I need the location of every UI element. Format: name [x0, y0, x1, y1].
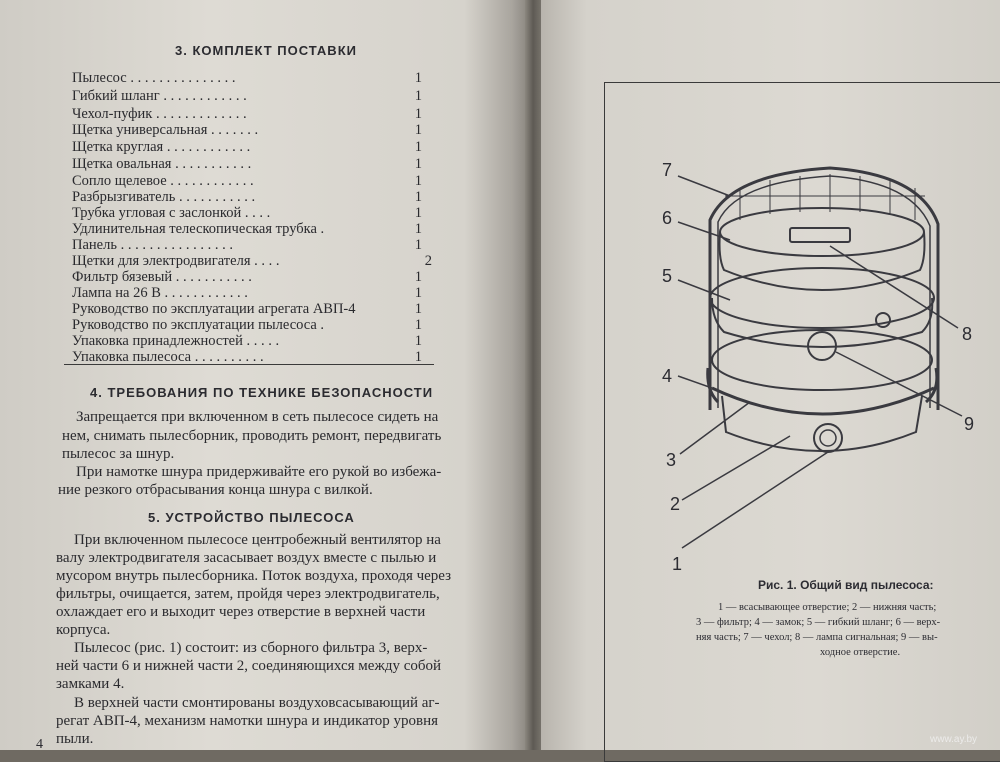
item-qty: 1 [414, 317, 422, 333]
text-line: нем, снимать пылесборник, проводить ремонт, передвигать [62, 428, 442, 444]
list-item [72, 269, 422, 286]
callout-number: 4 [662, 366, 673, 386]
signal-lamp [790, 228, 850, 242]
list-item [72, 285, 422, 302]
item-label: Щетка круглая . . . . . . . . . . . . [72, 139, 251, 155]
legend-line: 3 — фильтр; 4 — замок; 5 — гибкий шланг; 6 — верх- [696, 617, 941, 628]
item-label: Чехол-пуфик . . . . . . . . . . . . . [72, 106, 247, 122]
vacuum-cleaner-illustration [600, 140, 1000, 580]
legend-line: 1 — всасывающее отверстие; 2 — нижняя часть; [718, 602, 937, 613]
item-qty: 1 [414, 285, 422, 301]
item-label: Лампа на 26 В . . . . . . . . . . . . [72, 285, 248, 301]
list-item [72, 70, 422, 87]
list-item [72, 221, 422, 238]
text-line: пылесос за шнур. [62, 446, 175, 462]
hose-ring [710, 268, 934, 328]
item-label: Панель . . . . . . . . . . . . . . . . [72, 237, 233, 253]
text-line: ней части 6 и нижней части 2, соединяющихся между собой [56, 658, 442, 674]
callout-number: 3 [666, 450, 677, 470]
suction-hole [814, 424, 842, 452]
legend-line: няя часть; 7 — чехол; 8 — лампа сигнальная; 9 — вы- [696, 632, 938, 643]
list-item [72, 301, 422, 318]
item-label: Пылесос . . . . . . . . . . . . . . . [72, 70, 236, 86]
callout-number: 6 [662, 208, 673, 228]
item-qty: 1 [414, 106, 422, 122]
text-line: ние резкого отбрасывания конца шнура с вилкой. [58, 482, 373, 498]
leader-line-6 [678, 222, 730, 240]
list-item [72, 173, 422, 190]
item-qty: 1 [414, 269, 422, 285]
leader-line-1 [682, 452, 828, 548]
item-label: Сопло щелевое . . . . . . . . . . . . [72, 173, 254, 189]
text-line: В верхней части смонтированы воздуховсасывающий аг- [74, 695, 440, 711]
item-label: Удлинительная телескопическая трубка . [72, 221, 325, 237]
text-line: корпуса. [56, 622, 111, 638]
page-number: 4 [36, 737, 43, 752]
list-item [72, 205, 422, 222]
item-label: Щетки для электродвигателя . . . . [72, 253, 280, 269]
text-line: валу электродвигателя засасывает воздух вместе с пылью и [56, 550, 437, 566]
section-3-title: 3. КОМПЛЕКТ ПОСТАВКИ [175, 43, 357, 58]
list-item [72, 122, 422, 139]
item-qty: 1 [414, 139, 422, 155]
leader-line-5 [678, 280, 730, 300]
list-item [72, 139, 422, 156]
legend-line: ходное отверстие. [820, 647, 901, 658]
section-4-title: 4. ТРЕБОВАНИЯ ПО ТЕХНИКЕ БЕЗОПАСНОСТИ [90, 385, 434, 400]
item-qty: 1 [414, 70, 422, 86]
item-qty: 1 [414, 333, 422, 349]
leader-line-7 [678, 176, 730, 196]
plug [876, 313, 890, 327]
text-line: Запрещается при включенном в сеть пылесосе сидеть на [76, 409, 439, 425]
item-qty: 1 [414, 189, 422, 205]
item-qty: 1 [414, 88, 422, 104]
lower-part-rim [712, 388, 934, 414]
callout-number: 9 [964, 414, 975, 434]
upper-part-top [720, 208, 924, 256]
text-line: охлаждает его и выходит через отверстие в верхней части [56, 604, 426, 620]
list-item [72, 106, 422, 123]
text-line: При включенном пылесосе центробежный вентилятор на [74, 532, 441, 548]
text-line: пыли. [56, 731, 94, 747]
text-line: замками 4. [56, 676, 125, 692]
callout-number: 2 [670, 494, 681, 514]
list-item [72, 333, 422, 350]
list-rule [64, 364, 434, 365]
callout-number: 5 [662, 266, 673, 286]
text-line: регат АВП-4, механизм намотки шнура и индикатор уровня [56, 713, 438, 729]
leader-line-3 [680, 402, 750, 454]
item-label: Щетка овальная . . . . . . . . . . . [72, 156, 252, 172]
item-label: Трубка угловая с заслонкой . . . . [72, 205, 271, 221]
item-label: Фильтр бязевый . . . . . . . . . . . [72, 269, 252, 285]
list-item [72, 237, 422, 254]
watermark: www.ay.by [930, 734, 978, 745]
list-item [72, 253, 432, 270]
list-item [72, 317, 422, 334]
text-line: мусором внутрь пылесборника. Поток воздуха, проходя через [56, 568, 452, 584]
list-item [72, 88, 422, 105]
suction-hole-inner [820, 430, 836, 446]
item-qty: 1 [414, 156, 422, 172]
text-line: фильтры, очищается, затем, пройдя через электродвигатель, [56, 586, 440, 602]
item-qty: 1 [414, 173, 422, 189]
item-qty: 2 [424, 253, 432, 269]
cover-inner-outline [718, 176, 930, 408]
item-qty: 1 [414, 301, 422, 317]
item-label: Руководство по эксплуатации пылесоса . [72, 317, 325, 333]
callout-number: 7 [662, 160, 673, 180]
text-line: Пылесос (рис. 1) состоит: из сборного фильтра 3, верх- [74, 640, 428, 656]
item-qty: 1 [414, 237, 422, 253]
item-label: Руководство по эксплуатации агрегата АВП-4 [72, 301, 356, 317]
item-qty: 1 [414, 205, 422, 221]
list-item [72, 156, 422, 173]
item-label: Упаковка пылесоса . . . . . . . . . . [72, 349, 264, 365]
item-qty: 1 [414, 122, 422, 138]
leader-line-9 [836, 352, 962, 416]
item-label: Разбрызгиватель . . . . . . . . . . . [72, 189, 256, 205]
item-label: Щетка универсальная . . . . . . . [72, 122, 259, 138]
leader-line-2 [682, 436, 790, 500]
item-label: Гибкий шланг . . . . . . . . . . . . [72, 88, 247, 104]
text-line: При намотке шнура придерживайте его рукой во избежа- [76, 464, 442, 480]
upper-part-body [720, 232, 925, 290]
section-5-title: 5. УСТРОЙСТВО ПЫЛЕСОСА [148, 510, 355, 525]
callout-number: 1 [672, 554, 683, 574]
figure-caption: Рис. 1. Общий вид пылесоса: [758, 578, 934, 592]
item-qty: 1 [414, 349, 422, 365]
callout-number: 8 [962, 324, 973, 344]
item-qty: 1 [414, 221, 422, 237]
item-label: Упаковка принадлежностей . . . . . [72, 333, 280, 349]
list-item [72, 189, 422, 206]
